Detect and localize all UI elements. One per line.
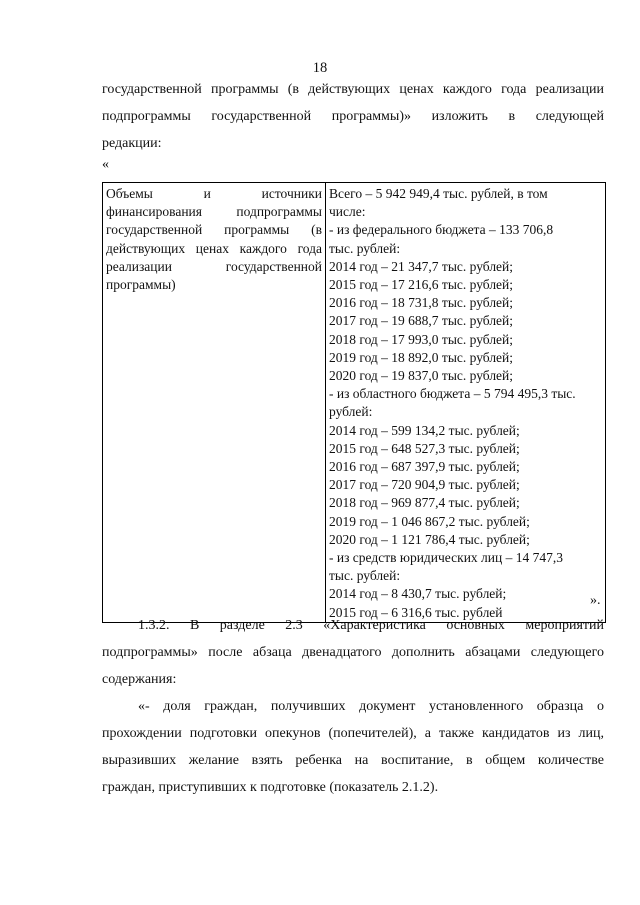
page-number: 18 [312, 60, 328, 76]
value-line: числе: [329, 204, 366, 220]
value-line: - из федерального бюджета – 133 706,8 [329, 222, 554, 238]
value-line: 2017 год – 720 904,9 тыс. рублей; [329, 477, 520, 493]
quote-last-line: граждан, приступивших к подготовке (показатель 2.1.2). [102, 780, 439, 795]
intro-line: подпрограммы государственной программы)» изложить в следующей [102, 109, 604, 124]
label-line: действующих ценах каждого года [106, 240, 322, 256]
label-line: программы) [106, 277, 176, 293]
value-line: рублей: [329, 404, 373, 420]
intro-line: государственной программы (в действующих ценах каждого года реализации [102, 82, 604, 97]
table-cell-values [326, 183, 606, 623]
quote-line [102, 693, 604, 720]
opening-quote: « [102, 157, 109, 172]
value-line: 2015 год – 6 316,6 тыс. рублей [329, 604, 503, 620]
intro-paragraph [102, 76, 604, 130]
quote-line: выразивших желание взять ребенка на воспитание, в общем количестве [102, 753, 604, 768]
value-line: 2017 год – 19 688,7 тыс. рублей; [329, 313, 514, 329]
label-line: государственной программы (в [106, 222, 322, 238]
value-line: 2015 год – 17 216,6 тыс. рублей; [329, 277, 514, 293]
value-line: 2014 год – 21 347,7 тыс. рублей; [329, 258, 514, 274]
closing-quote: ». [590, 593, 601, 608]
section-line: подпрограммы» после абзаца двенадцатого дополнить абзацами следующего [102, 645, 604, 660]
value-line: 2014 год – 8 430,7 тыс. рублей; [329, 586, 507, 602]
section-paragraph [102, 612, 604, 666]
value-line: 2019 год – 18 892,0 тыс. рублей; [329, 349, 514, 365]
value-line: 2020 год – 1 121 786,4 тыс. рублей; [329, 531, 530, 547]
table-row [103, 183, 606, 623]
value-line: тыс. рублей: [329, 568, 401, 584]
quoted-paragraph [102, 693, 604, 774]
label-line: реализации государственной [106, 258, 322, 274]
table-cell-label [103, 183, 326, 623]
funding-table [102, 182, 606, 623]
value-line: 2016 год – 687 397,9 тыс. рублей; [329, 459, 520, 475]
value-line: 2018 год – 17 993,0 тыс. рублей; [329, 331, 514, 347]
value-line: Всего – 5 942 949,4 тыс. рублей, в том [329, 186, 548, 201]
value-line: - из областного бюджета – 5 794 495,3 тыс. [329, 386, 576, 402]
value-line: 2019 год – 1 046 867,2 тыс. рублей; [329, 513, 530, 529]
value-line: 2015 год – 648 527,3 тыс. рублей; [329, 440, 520, 456]
label-line: финансирования подпрограммы [106, 204, 322, 220]
value-line: 2014 год – 599 134,2 тыс. рублей; [329, 422, 520, 438]
quote-line: прохождении подготовки опекунов (попечителей), а также кандидатов из лиц, [102, 726, 604, 741]
value-line: тыс. рублей: [329, 240, 401, 256]
section-last-line: содержания: [102, 672, 177, 687]
value-line: 2016 год – 18 731,8 тыс. рублей; [329, 295, 514, 311]
label-line: Объемы и источники [106, 186, 322, 201]
quote-line-text: «- доля граждан, получивших документ установленного образца о [138, 699, 604, 714]
section-line [102, 612, 604, 639]
section-line-text: 1.3.2. В разделе 2.3 «Характеристика основных мероприятий [138, 618, 604, 633]
intro-last-line: редакции: [102, 136, 162, 151]
value-line: 2018 год – 969 877,4 тыс. рублей; [329, 495, 520, 511]
value-line: 2020 год – 19 837,0 тыс. рублей; [329, 368, 514, 384]
value-line: - из средств юридических лиц – 14 747,3 [329, 550, 563, 566]
